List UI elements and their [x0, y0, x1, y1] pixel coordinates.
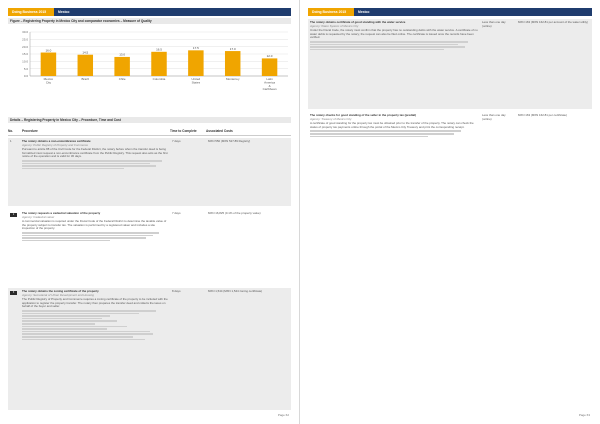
text-filler: [310, 130, 478, 137]
procedure-cell: [22, 210, 170, 282]
y-tick-label: 30.0: [22, 30, 28, 35]
bar: [41, 53, 56, 76]
cost-cell: MXN 163 (MXN 162.81 per certificate): [518, 113, 567, 117]
x-tick-label: Colombia: [152, 77, 166, 81]
row-number-cell: [8, 288, 22, 410]
procedure-cell: [22, 288, 170, 410]
economy-label: Mexico: [354, 8, 592, 16]
row-marker-icon: 3: [10, 291, 17, 295]
bar: [188, 50, 203, 76]
procedure-text: Under the Fiscal Code, the notary must confirm that the property has no outstanding debts with the water service. A certificate of no water debts is requested by the notary; the request can also be filed online. The certificate is issued once the records have been verified.: [310, 28, 478, 40]
table-row: [308, 112, 592, 178]
row-marker-icon: 2: [10, 213, 17, 217]
time-cell: 8 days: [172, 289, 181, 293]
procedure-text: A certificate of good standing for the property tax must be obtained prior to the transfer of the property. The notary can check the status of property tax payments online through the portal of the Mexico City Treasury and print the corresponding receipt.: [310, 121, 474, 129]
y-tick-label: 10.0: [22, 59, 28, 64]
table-header: [8, 128, 291, 136]
header-bar: [8, 8, 291, 16]
table-row: [8, 210, 291, 282]
text-filler: [22, 232, 168, 241]
bar-chart: [8, 28, 292, 98]
row-number-cell: [8, 210, 22, 282]
doc-label: Doing Business 2015: [308, 8, 354, 16]
time-cell: Less than one day (online): [482, 20, 506, 28]
procedure-agency: Agency: Public Registry of Property and Commerce: [22, 142, 89, 147]
table-row: [8, 138, 291, 206]
procedure-text: The Public Registry of Property and Commerce requires a zoning certificate of the property to be included with the application to register the property transfer. The notary then prepares the transfer deed and collects the taxes on behalf of the buyer and seller.: [22, 297, 168, 309]
y-tick-label: 5.0: [23, 66, 28, 71]
procedure-cell: [308, 112, 480, 178]
y-tick-label: 15.0: [22, 52, 28, 57]
header-cost: Associated Costs: [206, 129, 233, 133]
bar: [114, 57, 129, 76]
figure-title: Figure – Registering Property in Mexico City and comparator economies – Measure of Quality: [8, 18, 291, 24]
bar: [262, 58, 277, 76]
procedure-title: The notary obtains certificate of good standing with the water service: [310, 20, 406, 24]
header-no: No.: [8, 129, 14, 133]
cost-cell: MXN 163 (MXN 162.81 per account of the water utility): [518, 20, 589, 24]
text-filler: [22, 160, 168, 169]
y-tick-label: 20.0: [22, 44, 28, 49]
header-bar: [308, 8, 592, 16]
header-procedure: Procedure: [22, 129, 38, 133]
chart-container: [8, 28, 291, 98]
text-filler: [310, 41, 478, 50]
doc-label: Doing Business 2015: [8, 8, 54, 16]
bar-value-label: 16.0: [45, 48, 52, 53]
right-page: [300, 0, 600, 424]
bar-value-label: 14.5: [82, 50, 89, 55]
bar-value-label: 17.0: [229, 46, 236, 51]
procedure-text: A commercial valuation is required under the Fiscal Code of the Federal District to determine the taxable value of the property subject to transfer tax. The valuation is performed by a registered valuer and includes a site inspection of the property.: [22, 219, 167, 231]
procedure-agency: Agency: Treasury of Mexico City: [310, 116, 352, 121]
bar: [225, 51, 240, 76]
row-number: 1: [10, 139, 12, 143]
x-tick-label: Monterrey: [225, 77, 240, 81]
time-cell: 7 days: [172, 139, 181, 143]
x-tick-label: United States: [191, 77, 201, 85]
time-cell: 7 days: [172, 211, 181, 215]
procedure-cell: [308, 19, 480, 109]
y-tick-label: 0.0: [23, 74, 28, 79]
procedure-agency: Agency: Water System of Mexico City: [310, 23, 359, 28]
procedure-title: The notary requests a cadastral valuation of the property: [22, 211, 101, 215]
cost-cell: MXN 550 (MXN 527.89 Registry): [208, 139, 251, 143]
page-number: Page 62: [277, 413, 289, 417]
procedure-title: The notary obtains a non-encumbrance certificate: [22, 139, 91, 143]
table-row: [308, 19, 592, 109]
bar-value-label: 12.0: [266, 54, 273, 59]
procedure-agency: Agency: Secretariat of Urban Development and Housing: [22, 292, 94, 297]
header-time: Time to Complete: [170, 129, 197, 133]
table-row: [8, 288, 291, 410]
procedure-title: The notary obtains the zoning certificate of the property: [22, 289, 99, 293]
x-tick-label: Brazil: [81, 77, 90, 81]
procedure-title: The notary checks for good standing of the seller in the property tax (predial): [310, 113, 417, 117]
bar-value-label: 16.5: [156, 47, 162, 52]
procedure-agency: Agency: Cadastral valuer: [22, 214, 55, 219]
x-tick-label: Latin America & Caribbean: [262, 77, 277, 92]
bar-value-label: 13.0: [119, 52, 126, 57]
y-tick-label: 25.0: [22, 37, 28, 42]
x-tick-label: Chile: [118, 77, 126, 81]
cost-cell: MXN 16,825 (0.1% of the property value): [208, 211, 261, 215]
details-title: Details – Registering Property in Mexico City – Procedure, Time and Cost: [8, 117, 291, 123]
time-cell: Less than one day (online): [482, 113, 506, 121]
bar-value-label: 17.5: [192, 46, 199, 51]
bar: [151, 52, 166, 76]
procedure-text: Pursuant to article 88 of the Civil Code for the Federal District, the notary before whom the transfer deed is being formalized must request a non-encumbrance certificate from the Public Registry. This request also acts as the first notice of the operation and is valid for 30 days.: [22, 147, 168, 159]
procedure-cell: [22, 138, 170, 206]
page-number: Page 63: [578, 413, 590, 417]
economy-label: Mexico: [54, 8, 291, 16]
x-tick-label: Mexico City: [43, 77, 54, 85]
cost-cell: MXN 1,544 (MXN 1,544 zoning certificate): [208, 289, 263, 293]
bar: [78, 55, 93, 76]
text-filler: [22, 310, 168, 340]
